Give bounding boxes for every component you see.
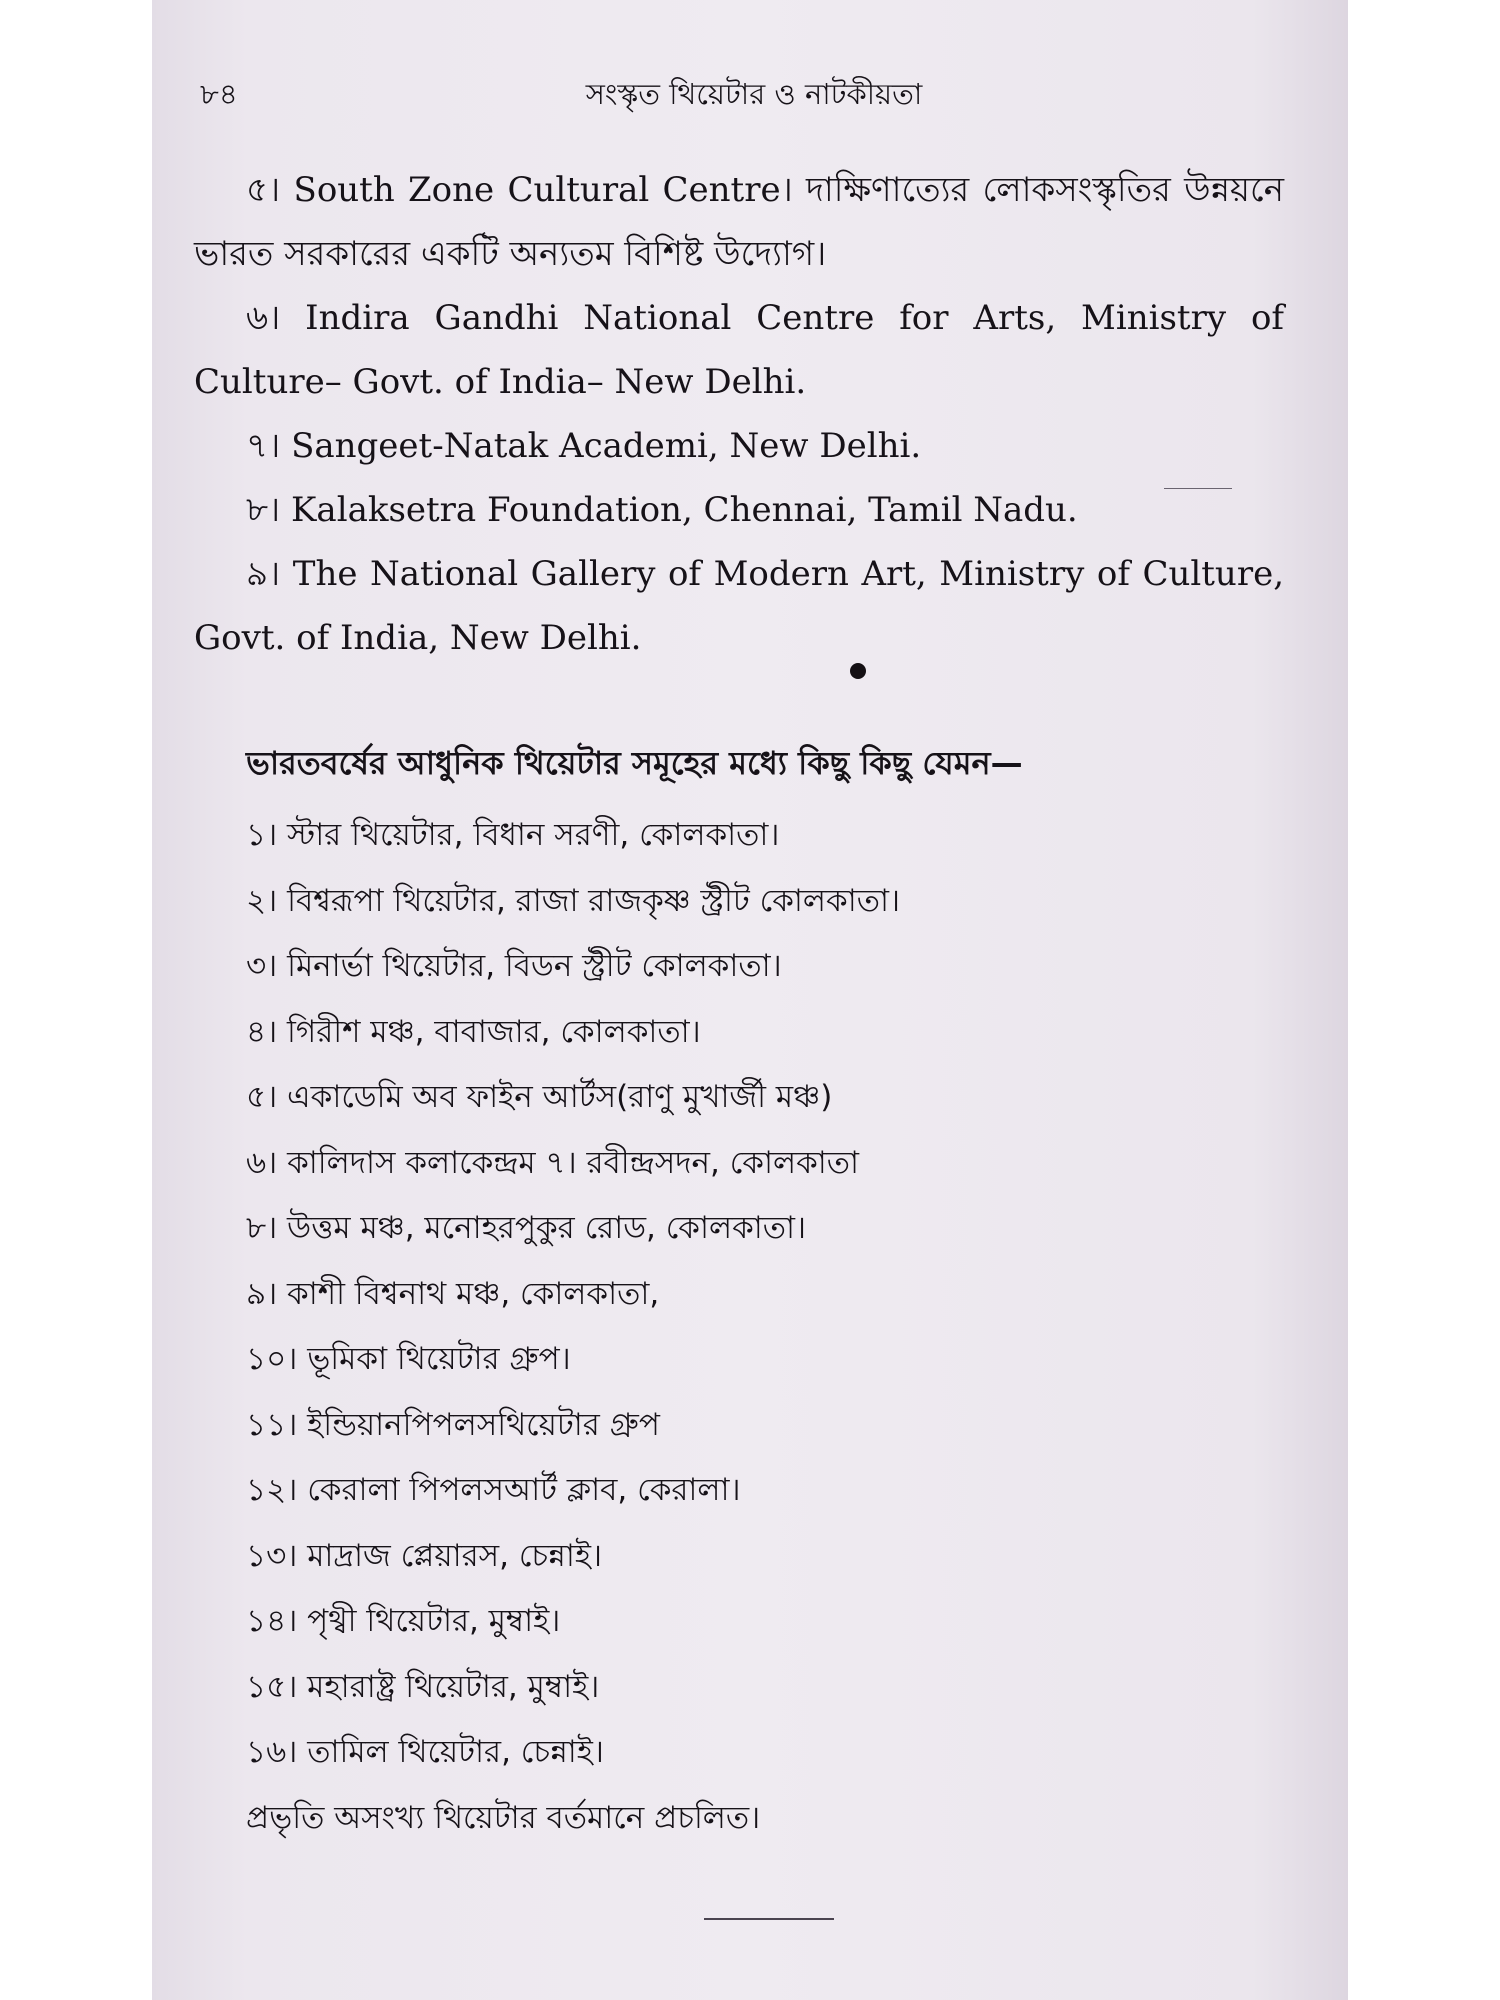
theatre-list-item: ১৬। তামিল থিয়েটার, চেন্নাই।	[246, 1734, 605, 1770]
reference-list	[194, 158, 1284, 670]
theatre-list-item: ১৪। পৃথ্বী থিয়েটার, মুম্বাই।	[246, 1603, 561, 1639]
theatre-list-item: ১। স্টার থিয়েটার, বিধান সরণী, কোলকাতা।	[246, 817, 780, 853]
page-number: ৮৪	[200, 77, 238, 111]
theatre-list-item: ৩। মিনার্ভা থিয়েটার, বিডন স্ট্রীট কোলকাতা।	[246, 948, 782, 984]
theatre-list-item: ১১। ইন্ডিয়ানপিপলসথিয়েটার গ্রুপ	[246, 1406, 660, 1443]
reference-item: ৭। Sangeet-Natak Academi, New Delhi.	[246, 426, 922, 466]
reference-item: ৯। The National Gallery of Modern Art, Ministry of Culture, Govt. of India, New Delhi.	[194, 554, 1284, 658]
end-rule	[704, 1918, 834, 1920]
page-header	[200, 72, 1308, 116]
theatre-list	[246, 803, 900, 1851]
theatre-list-item: ৬। কালিদাস কলাকেন্দ্রম ৭। রবীন্দ্রসদন, কোলকাতা	[246, 1144, 860, 1181]
reference-item: ৬। Indira Gandhi National Centre for Arts, Ministry of Culture– Govt. of India– New Delhi.	[194, 298, 1284, 402]
running-title: সংস্কৃত থিয়েটার ও নাটকীয়তা	[585, 77, 923, 111]
theatre-list-item: ২। বিশ্বরূপা থিয়েটার, রাজা রাজকৃষ্ণ স্ট্রীট কোলকাতা।	[246, 882, 901, 919]
theatre-list-item: ৫। একাডেমি অব ফাইন আর্টস(রাণু মুখার্জী মঞ্চ)	[246, 1079, 833, 1115]
reference-item: ৫। South Zone Cultural Centre। দাক্ষিণাত্যের লোকসংস্কৃতির উন্নয়নে ভারত সরকারের একটি অন্যতম বিশিষ্ট উদ্যোগ।	[194, 170, 1284, 274]
theatre-list-item: ৮। উত্তম মঞ্চ, মনোহরপুকুর রোড, কোলকাতা।	[246, 1210, 807, 1246]
theatre-list-item: ১৫। মহারাষ্ট্র থিয়েটার, মুম্বাই।	[246, 1668, 600, 1705]
theatre-list-heading: ভারতবর্ষের আধুনিক থিয়েটার সমূহের মধ্যে কিছু কিছু যেমন—	[246, 744, 1023, 782]
closing-line: প্রভৃতি অসংখ্য থিয়েটার বর্তমানে প্রচলিত।	[246, 1799, 761, 1836]
theatre-list-item: ৯। কাশী বিশ্বনাথ মঞ্চ, কোলকাতা,	[246, 1275, 660, 1312]
theatre-list-item: ১০। ভূমিকা থিয়েটার গ্রুপ।	[246, 1341, 571, 1377]
theatre-list-item: ১২। কেরালা পিপলসআর্ট ক্লাব, কেরালা।	[246, 1472, 741, 1508]
theatre-list-item: ৪। গিরীশ মঞ্চ, বাবাজার, কোলকাতা।	[246, 1013, 701, 1050]
section-separator-bullet	[850, 663, 866, 679]
theatre-list-item: ১৩। মাদ্রাজ প্লেয়ারস, চেন্নাই।	[246, 1537, 603, 1574]
reference-item: ৮। Kalaksetra Foundation, Chennai, Tamil Nadu.	[246, 490, 1078, 530]
book-page	[152, 0, 1348, 2000]
